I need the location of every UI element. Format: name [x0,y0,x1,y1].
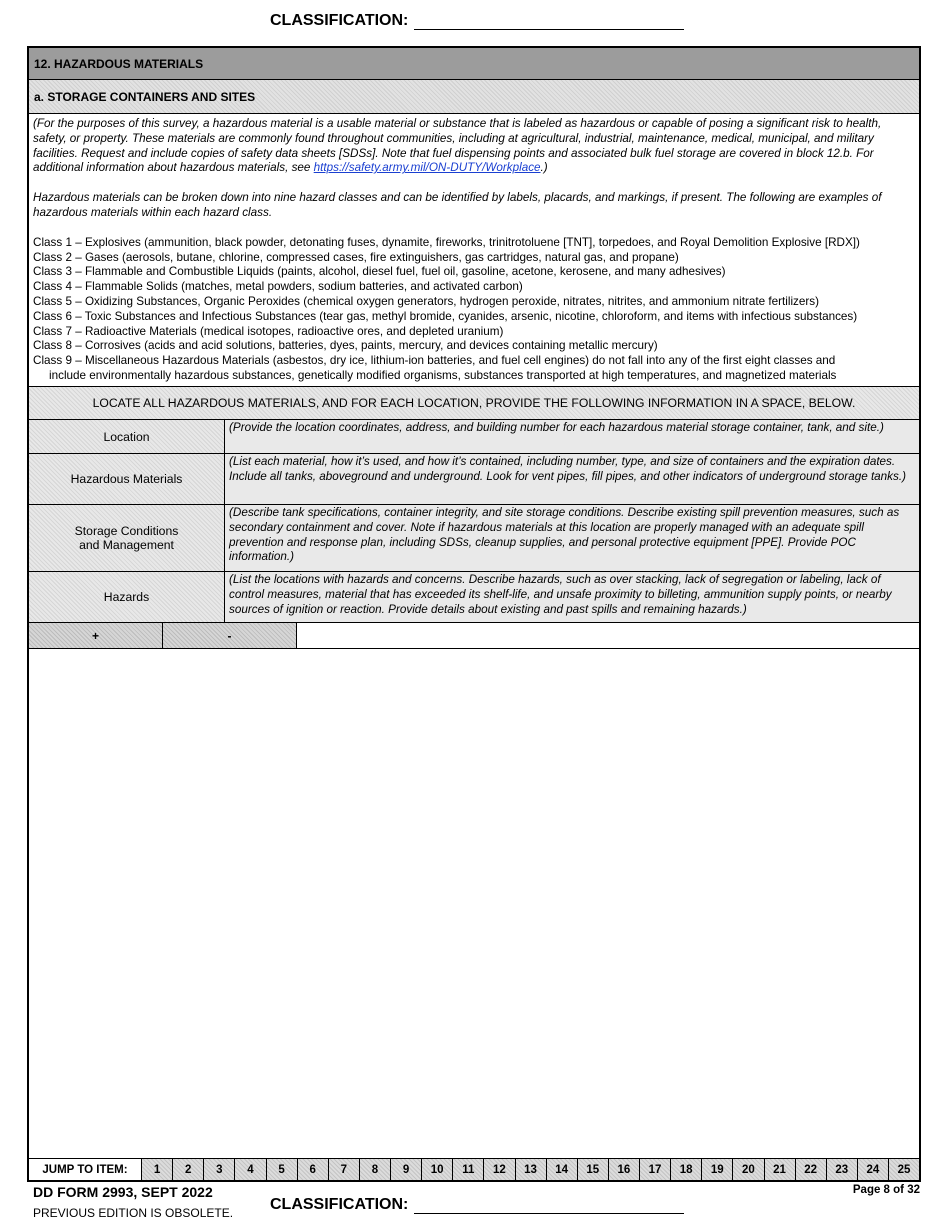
hazard-class-item: Class 2 – Gases (aerosols, butane, chlorine, compressed cases, fire extinguishers, gas cartridges, natural gas, and propane) [33,250,679,264]
classification-top [270,12,684,30]
jump-item-8[interactable]: 8 [360,1159,391,1180]
classification-label: CLASSIFICATION: [270,12,409,29]
jump-item-14[interactable]: 14 [547,1159,578,1180]
jump-item-19[interactable]: 19 [702,1159,733,1180]
remove-entry-button[interactable]: - [163,623,297,648]
info-row-storage-conditions [29,505,919,572]
add-remove-row [29,623,919,649]
jump-item-5[interactable]: 5 [267,1159,298,1180]
classification-field[interactable] [414,1199,684,1214]
hazard-class-item: Class 7 – Radioactive Materials (medical isotopes, radioactive ores, and depleted uranium) [33,324,504,338]
row-label-line-2: and Management [79,538,174,552]
page-number: Page 8 of 32 [852,1184,920,1196]
row-description: (List the locations with hazards and concerns. Describe hazards, such as over stacking, lack of segregation or labeling, lack of control measures, material that has exceeded its shelf-life, and unsafe proximity to billeting, ammunition supply points, or nearby sources of ignition or reaction. Provide details about existing and past spills and remaining hazards.) [225,572,919,622]
obsolete-notice: PREVIOUS EDITION IS OBSOLETE. [33,1206,234,1220]
info-row-location [29,420,919,454]
jump-item-10[interactable]: 10 [422,1159,453,1180]
jump-item-7[interactable]: 7 [329,1159,360,1180]
jump-item-18[interactable]: 18 [671,1159,702,1180]
intro-paragraph-2: Hazardous materials can be broken down into nine hazard classes and can be identified by labels, placards, and markings, if present. The following are examples of hazardous materials within each hazard class. [33,191,882,219]
hazard-class-item: Class 4 – Flammable Solids (matches, metal powders, sodium batteries, and activated carbon) [33,280,523,294]
jump-label: JUMP TO ITEM: [29,1159,142,1180]
row-description: (List each material, how it’s used, and how it’s contained, including number, type, and size of containers and the expiration dates. Include all tanks, aboveground and underground. Look for vent pipes, fill pipes, and other indicators of underground storage tanks.) [225,454,919,504]
classification-label: CLASSIFICATION: [270,1196,409,1213]
jump-item-6[interactable]: 6 [298,1159,329,1180]
jump-item-2[interactable]: 2 [173,1159,204,1180]
jump-item-24[interactable]: 24 [858,1159,889,1180]
jump-item-9[interactable]: 9 [391,1159,422,1180]
hazard-class-item: include environmentally hazardous substances, genetically modified organisms, substances transported at high temperatures, and magnetized materials [49,368,837,382]
hazard-class-item: Class 6 – Toxic Substances and Infectious Substances (tear gas, methyl bromide, cyanides, arsenic, nicotine, chloroform, and items with infectious substances) [33,309,858,323]
jump-item-22[interactable]: 22 [796,1159,827,1180]
form-frame [27,46,921,1182]
jump-item-12[interactable]: 12 [484,1159,515,1180]
classification-field[interactable] [414,15,684,30]
row-description: (Provide the location coordinates, address, and building number for each hazardous material storage container, tank, and site.) [225,420,919,453]
intro-text: (For the purposes of this survey, a hazardous material is a usable material or substance that is labeled as hazardous or capable of posing a significant risk to health, safety, or property. These materials are commonly found throughout communities, including at agricultural, industrial, maintenance, medical, municipal, and military facilities. Request and include copies of safety data sheets [SDSs]. Note that fuel dispensing points and associated bulk fuel storage are covered in block 12.b. For additional information about hazardous materials, see [33,117,882,175]
hazard-class-item: Class 1 – Explosives (ammunition, black powder, detonating fuses, dynamite, fireworks, trinitrotoluene [TNT], torpedoes, and Royal Demolition Explosive [RDX]) [33,235,860,249]
hazard-class-list [33,236,914,384]
subsection-title: a. STORAGE CONTAINERS AND SITES [29,80,919,114]
hazard-class-item: Class 8 – Corrosives (acids and acid solutions, batteries, dyes, paints, mercury, and devices containing metallic mercury) [33,339,658,353]
entry-area[interactable] [297,623,919,648]
section-title: 12. HAZARDOUS MATERIALS [29,48,919,80]
jump-item-1[interactable]: 1 [142,1159,173,1180]
jump-item-3[interactable]: 3 [204,1159,235,1180]
info-row-hazardous-materials [29,454,919,505]
row-label: Hazards [29,572,225,622]
row-label: Location [29,420,225,453]
jump-item-23[interactable]: 23 [827,1159,858,1180]
intro-paragraph-1 [33,117,914,176]
safety-link[interactable]: https://safety.army.mil/ON-DUTY/Workplace [313,161,541,175]
jump-item-11[interactable]: 11 [453,1159,484,1180]
hazard-class-item: Class 5 – Oxidizing Substances, Organic Peroxides (chemical oxygen generators, hydrogen peroxide, nitrates, nitrites, and ammonium nitrate fertilizers) [33,294,820,308]
jump-item-17[interactable]: 17 [640,1159,671,1180]
jump-item-21[interactable]: 21 [765,1159,796,1180]
info-row-hazards [29,572,919,623]
jump-item-25[interactable]: 25 [889,1159,919,1180]
row-label-line-1: Storage Conditions [74,524,179,538]
row-description: (Describe tank specifications, container integrity, and site storage conditions. Describe existing spill prevention measures, such as secondary containment and cover. Note if hazardous materials at this location are properly managed with an adequate spill prevention and response plan, including SDSs, cleanup supplies, and personal protective equipment [PPE]. Provide POC information.) [225,505,919,571]
row-label [29,505,225,571]
locate-instruction: LOCATE ALL HAZARDOUS MATERIALS, AND FOR EACH LOCATION, PROVIDE THE FOLLOWING INFORMATION IN A SPACE, BELOW. [29,387,919,420]
jump-item-15[interactable]: 15 [578,1159,609,1180]
jump-to-item-bar [29,1158,919,1180]
jump-item-16[interactable]: 16 [609,1159,640,1180]
add-entry-button[interactable]: + [29,623,163,648]
intro-text-end: .) [540,161,548,175]
form-identifier: DD FORM 2993, SEPT 2022 [33,1184,213,1200]
jump-item-4[interactable]: 4 [235,1159,266,1180]
jump-item-20[interactable]: 20 [733,1159,764,1180]
classification-bottom [270,1196,684,1214]
hazard-class-item: Class 3 – Flammable and Combustible Liquids (paints, alcohol, diesel fuel, fuel oil, gasoline, acetone, kerosene, and many adhesives) [33,265,726,279]
intro-block [29,114,919,387]
jump-item-13[interactable]: 13 [516,1159,547,1180]
row-label: Hazardous Materials [29,454,225,504]
hazard-class-item: Class 9 – Miscellaneous Hazardous Materials (asbestos, dry ice, lithium-ion batteries, and fuel cell engines) do not fall into any of the first eight classes and [33,354,836,368]
